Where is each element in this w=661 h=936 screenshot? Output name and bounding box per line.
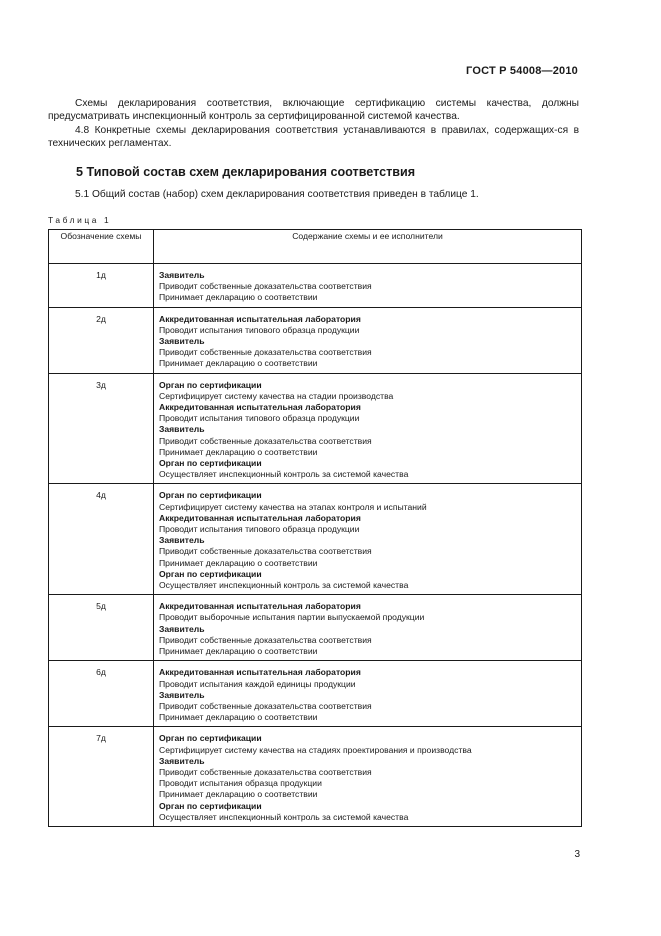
performer-action: Приводит собственные доказательства соответствия xyxy=(159,634,372,645)
performer-action: Принимает декларацию о соответствии xyxy=(159,712,318,723)
performer-action: Принимает декларацию о соответствии xyxy=(159,292,318,303)
performer-action: Проводит испытания типового образца продукции xyxy=(159,524,360,535)
scheme-content-cell xyxy=(154,264,582,308)
performer-action: Проводит испытания каждой единицы продукции xyxy=(159,678,356,689)
performer-action: Осуществляет инспекционный контроль за системой качества xyxy=(159,469,409,480)
performer-action: Приводит собственные доказательства соответствия xyxy=(159,347,372,358)
table-caption: Таблица 1 xyxy=(48,215,112,225)
scheme-content-cell xyxy=(154,727,582,827)
performer-name: Орган по сертификации xyxy=(159,490,262,501)
scheme-code-cell: 5д xyxy=(49,595,154,661)
table-body xyxy=(49,264,582,827)
table-row xyxy=(49,373,582,484)
standard-number: ГОСТ Р 54008—2010 xyxy=(466,65,578,77)
performer-action: Проводит испытания типового образца продукции xyxy=(159,413,360,424)
performer-name: Аккредитованная испытательная лаборатория xyxy=(159,601,361,612)
scheme-code-cell: 4д xyxy=(49,484,154,595)
scheme-content-cell xyxy=(154,595,582,661)
scheme-content-cell xyxy=(154,373,582,484)
scheme-content-cell xyxy=(154,307,582,373)
column-header-scheme-content: Содержание схемы и ее исполнители xyxy=(154,230,582,264)
performer-action: Приводит собственные доказательства соответствия xyxy=(159,700,372,711)
performer-name: Заявитель xyxy=(159,424,205,435)
scheme-content-cell xyxy=(154,484,582,595)
paragraph-text: 4.8 Конкретные схемы декларирования соответствия устанавливаются в правилах, содержащих-ся в технических регламентах. xyxy=(48,125,579,149)
table-row xyxy=(49,727,582,827)
performer-name: Орган по сертификации xyxy=(159,568,262,579)
performer-name: Заявитель xyxy=(159,623,205,634)
performer-name: Орган по сертификации xyxy=(159,379,262,390)
performer-name: Заявитель xyxy=(159,689,205,700)
performer-action: Проводит испытания образца продукции xyxy=(159,778,322,789)
performer-name: Заявитель xyxy=(159,270,205,280)
performer-action: Сертифицирует систему качества на этапах контроля и испытаний xyxy=(159,501,427,512)
performer-action: Приводит собственные доказательства соответствия xyxy=(159,766,372,777)
performer-name: Заявитель xyxy=(159,535,205,546)
performer-name: Аккредитованная испытательная лаборатория xyxy=(159,667,361,678)
declaration-schemes-table xyxy=(48,229,582,827)
performer-action: Проводит испытания типового образца продукции xyxy=(159,324,360,335)
performer-action: Принимает декларацию о соответствии xyxy=(159,446,318,457)
table-row xyxy=(49,661,582,727)
performer-name: Орган по сертификации xyxy=(159,800,262,811)
performer-action: Принимает декларацию о соответствии xyxy=(159,789,318,800)
performer-name: Аккредитованная испытательная лаборатория xyxy=(159,313,361,324)
page-number: 3 xyxy=(574,849,580,860)
performer-action: Сертифицирует систему качества на стадиях проектирования и производства xyxy=(159,744,472,755)
performer-name: Орган по сертификации xyxy=(159,733,262,744)
paragraph-text: Схемы декларирования соответствия, включающие сертификацию системы качества, должны предусматривать инспекционный контроль за сертифицированной системой качества. xyxy=(48,98,579,122)
scheme-code-cell: 1д xyxy=(49,264,154,308)
table-row xyxy=(49,307,582,373)
scheme-code-cell: 3д xyxy=(49,373,154,484)
performer-action: Приводит собственные доказательства соответствия xyxy=(159,281,372,292)
performer-action: Приводит собственные доказательства соответствия xyxy=(159,435,372,446)
performer-name: Аккредитованная испытательная лаборатория xyxy=(159,512,361,523)
performer-name: Заявитель xyxy=(159,755,205,766)
performer-action: Приводит собственные доказательства соответствия xyxy=(159,546,372,557)
scheme-code-cell: 7д xyxy=(49,727,154,827)
paragraph-certification-quality-system xyxy=(48,98,579,123)
performer-action: Принимает декларацию о соответствии xyxy=(159,646,318,657)
performer-action: Принимает декларацию о соответствии xyxy=(159,358,318,369)
column-header-scheme-code: Обозначение схемы xyxy=(49,230,154,264)
performer-name: Орган по сертификации xyxy=(159,458,262,469)
performer-action: Осуществляет инспекционный контроль за системой качества xyxy=(159,580,409,591)
scheme-code-cell: 2д xyxy=(49,307,154,373)
section-heading: 5 Типовой состав схем декларирования соответствия xyxy=(76,165,416,179)
scheme-code-cell: 6д xyxy=(49,661,154,727)
performer-action: Принимает декларацию о соответствии xyxy=(159,557,318,568)
paragraph-5-1 xyxy=(48,189,579,202)
paragraph-4-8 xyxy=(48,125,579,150)
table-header-row xyxy=(49,230,582,264)
performer-name: Заявитель xyxy=(159,336,205,347)
performer-action: Осуществляет инспекционный контроль за системой качества xyxy=(159,811,409,822)
performer-action: Сертифицирует систему качества на стадии производства xyxy=(159,390,394,401)
performer-action: Проводит выборочные испытания партии выпускаемой продукции xyxy=(159,612,425,623)
scheme-content-cell xyxy=(154,661,582,727)
table-row xyxy=(49,484,582,595)
table-row xyxy=(49,595,582,661)
performer-name: Аккредитованная испытательная лаборатория xyxy=(159,402,361,413)
paragraph-text: 5.1 Общий состав (набор) схем декларирования соответствия приведен в таблице 1. xyxy=(75,189,479,200)
table-row xyxy=(49,264,582,308)
